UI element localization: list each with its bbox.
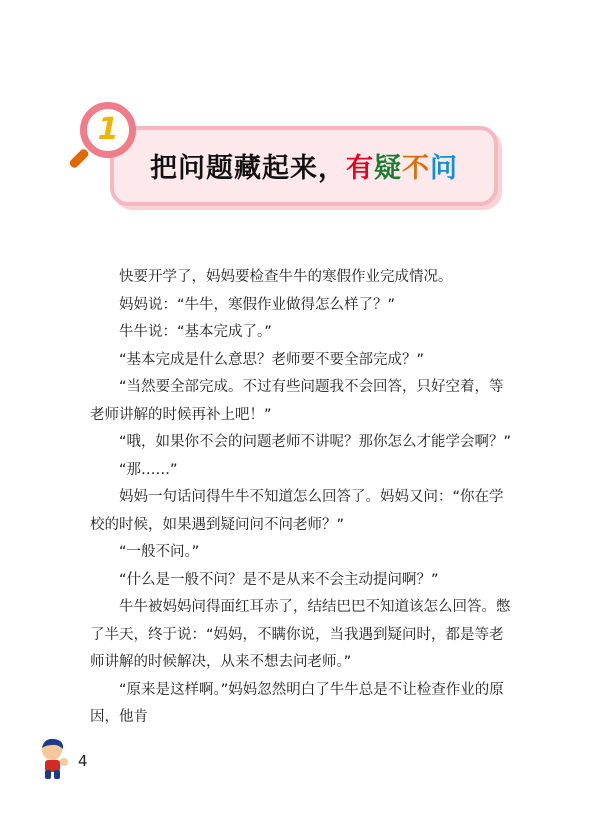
paragraph: “哦，如果你不会的问题老师不讲呢？那你怎么才能学会啊？” <box>119 434 512 450</box>
paragraph: “什么是一般不问？是不是从来不会主动提问啊？” <box>119 571 439 588</box>
title-part-wen: 问 <box>430 153 458 184</box>
section-number: 1 <box>97 112 119 147</box>
paragraph: “当然要全部完成。不过有些问题我不会回答，只好空着，等老师讲解的时候再补上吧！” <box>90 379 504 423</box>
magnifier-icon <box>70 100 150 180</box>
paragraph: 快要开学了，妈妈要检查牛牛的寒假作业完成情况。 <box>119 269 453 285</box>
paragraph: 妈妈一句话问得牛牛不知道怎么回答了。妈妈又问：“你在学校的时候，如果遇到疑问问不问老师？” <box>90 489 504 533</box>
body-text <box>90 264 515 732</box>
title-part-you: 有 <box>346 153 374 184</box>
section-banner <box>70 100 500 220</box>
paragraph: 牛牛说：“基本完成了。” <box>119 324 272 340</box>
paragraph: “原来是这样啊。”妈妈忽然明白了牛牛总是不让检查作业的原因，他肯 <box>90 681 504 725</box>
paragraph: “基本完成是什么意思？老师要不要全部完成？” <box>119 351 425 368</box>
title-part-yi: 疑 <box>374 153 402 184</box>
title-part-main: 把问题藏起来， <box>150 153 346 184</box>
paragraph: 牛牛被妈妈问得面红耳赤了，结结巴巴不知道该怎么回答。憋了半天，终于说：“妈妈，不瞒你说，当我遇到疑问时，都是等老师讲解的时候解决，从来不想去问老师。” <box>90 599 511 670</box>
paragraph: “一般不问。” <box>119 544 200 560</box>
paragraph: “那……” <box>119 461 178 478</box>
title-part-bu: 不 <box>402 153 430 184</box>
section-title <box>150 146 458 185</box>
boy-mascot-icon <box>36 736 72 782</box>
paragraph: 妈妈说：“牛牛，寒假作业做得怎么样了？” <box>119 296 396 313</box>
page-number: 4 <box>78 752 88 770</box>
